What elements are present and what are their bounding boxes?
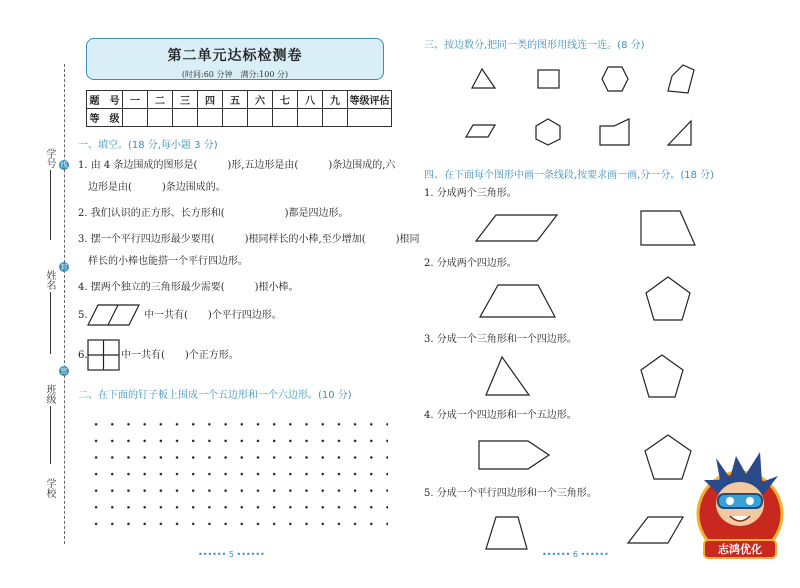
pentagon-drawing[interactable] [645,276,691,322]
student-name-label: 姓名 [44,270,55,290]
square-grid-figure [88,340,120,370]
question-3a: 3. 摆一个平行四边形最少要用( )根同样长的小棒,至少增加( )根同 [78,234,420,245]
score-cell: 六 [248,91,273,109]
triangle-drawing[interactable] [486,356,530,396]
grade-input-cell[interactable] [298,109,323,127]
pentagon-shape-irregular[interactable] [667,64,695,94]
grade-input-cell[interactable] [248,109,273,127]
question-6-number: 6. [78,350,88,361]
score-cell: 二 [148,91,173,109]
grade-input-cell[interactable] [173,109,198,127]
score-cell: 八 [298,91,323,109]
trapezoid-drawing[interactable] [480,284,556,318]
score-table-header-row [87,91,392,109]
nail-board[interactable] [88,416,388,536]
section4-question-2: 2. 分成两个四边形。 [424,258,517,269]
score-cell: 一 [123,91,148,109]
student-name-line [50,292,51,354]
section3-heading: 三、按边数分,把同一类的图形用线连一连。(8 分) [424,40,645,51]
score-cell: 九 [323,91,348,109]
score-table-grade-row [87,109,392,127]
section4-heading: 四、在下面每个图形中画一条线段,按要求画一画,分一分。(18 分) [424,170,715,181]
binding-badge-xian: 线 [60,161,68,169]
question-5-number: 5. [78,310,88,321]
rectangle-shape[interactable] [538,70,560,90]
hexagon-shape[interactable] [601,66,629,92]
triangle-shape[interactable] [472,68,496,90]
binding-badge-feng: 封 [60,263,68,271]
grade-input-cell[interactable] [348,109,392,127]
score-cell: 题 号 [87,91,123,109]
section2-heading: 二、在下面的钉子板上围成一个五边形和一个六边形。(10 分) [78,390,352,401]
score-cell: 三 [173,91,198,109]
trapezoid-drawing-small[interactable] [486,516,528,550]
section4-question-3: 3. 分成一个三角形和一个四边形。 [424,334,577,345]
question-6-text: 中一共有( )个正方形。 [121,350,239,361]
pentagon-drawing[interactable] [644,434,692,480]
score-cell: 等 级 [87,109,123,127]
time-score-info: (时间:60 分钟 满分:100 分) [181,70,289,79]
page-number-right: •••••• 6 •••••• [542,550,609,559]
binding-badge-mi: 密 [60,367,68,375]
grade-input-cell[interactable] [198,109,223,127]
mascot-illustration [690,436,790,568]
section4-question-1: 1. 分成两个三角形。 [424,188,517,199]
grade-input-cell[interactable] [273,109,298,127]
grade-input-cell[interactable] [123,109,148,127]
parallelogram-shape[interactable] [466,124,496,138]
score-cell: 五 [223,91,248,109]
page-number-right-value: 6 [572,550,578,559]
question-2: 2. 我们认识的正方形、长方形和( )都是四边形。 [78,208,349,219]
mascot-banner-text: 志鸿优化 [718,543,762,556]
question-3b: 样长的小棒也能搭一个平行四边形。 [88,256,248,267]
class-label: 班级 [44,384,55,404]
grade-input-cell[interactable] [223,109,248,127]
binding-dash-line [64,64,65,544]
section4-question-5: 5. 分成一个平行四边形和一个三角形。 [424,488,597,499]
question-1a: 1. 由 4 条边围成的图形是( )形,五边形是由( )条边围成的,六 [78,160,396,171]
parallelogram-figure [88,304,140,326]
parallelogram-drawing-small[interactable] [628,516,684,544]
arrow-pentagon-drawing[interactable] [478,440,550,470]
section1-heading: 一、填空。(18 分,每小题 3 分) [78,140,218,151]
question-1b: 边形是由( )条边围成的。 [88,182,226,193]
student-id-line [50,170,51,240]
right-triangle-shape[interactable] [668,120,692,146]
pentagon-shape-house[interactable] [600,118,630,146]
question-4: 4. 摆两个独立的三角形最少需要( )根小棒。 [78,282,299,293]
section4-question-4: 4. 分成一个四边形和一个五边形。 [424,410,577,421]
title-box [86,38,384,80]
page-title: 第二单元达标检测卷 [167,48,303,64]
grade-input-cell[interactable] [323,109,348,127]
student-id-label: 学号 [44,148,55,168]
grade-input-cell[interactable] [148,109,173,127]
page-number-left-value: 5 [228,550,234,559]
trapezoid-drawing-right[interactable] [640,210,696,246]
hexagon-shape[interactable] [535,118,561,146]
page-number-left: •••••• 5 •••••• [198,550,265,559]
pentagon-drawing[interactable] [640,354,684,398]
score-table [86,90,392,127]
score-cell: 等级评估 [348,91,392,109]
class-line [50,406,51,464]
question-5-text: 中一共有( )个平行四边形。 [144,310,282,321]
parallelogram-drawing[interactable] [476,214,558,242]
school-label: 学校 [44,478,55,498]
score-cell: 七 [273,91,298,109]
score-cell: 四 [198,91,223,109]
